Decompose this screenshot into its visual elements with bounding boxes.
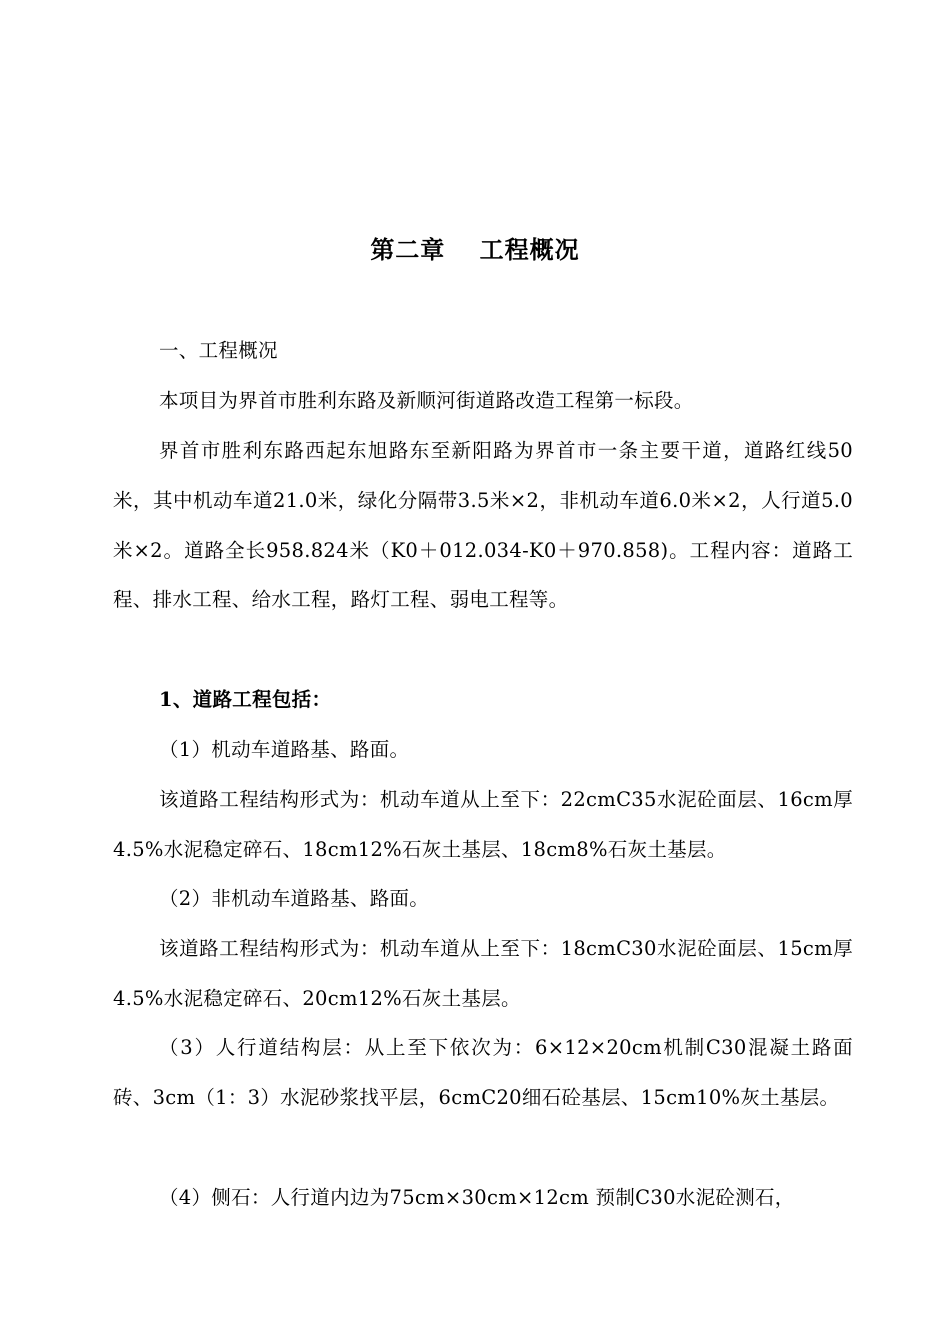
item2-title: （2）非机动车道路基、路面。 [159, 887, 430, 910]
description-paragraph: 界首市胜利东路西起东旭路东至新阳路为界首市一条主要干道，道路红线50米，其中机动车道21.0米，绿化分隔带3.5米×2，非机动车道6.0米×2，人行道5.0米×2。道路全长958.824米（K0＋012.034-K0＋970.858)。工程内容：道路工程、排水工程、给水工程，路灯工程、弱电工程等。 [113, 439, 853, 612]
item1-body: 该道路工程结构形式为：机动车道从上至下：22cmC35水泥砼面层、16cm厚4.5%水泥稳定碎石、18cm12%石灰土基层、18cm8%石灰土基层。 [113, 788, 853, 861]
item3-paragraph: （3）人行道结构层：从上至下依次为：6×12×20cm机制C30混凝土路面砖、3cm（1：3）水泥砂浆找平层，6cmC20细石砼基层、15cm10%灰土基层。 [113, 1036, 853, 1109]
section-heading: 一、工程概况 [159, 339, 278, 362]
item1-title: （1）机动车道路基、路面。 [159, 738, 410, 761]
item2-body: 该道路工程结构形式为：机动车道从上至下：18cmC30水泥砼面层、15cm厚4.5%水泥稳定碎石、20cm12%石灰土基层。 [113, 937, 853, 1010]
intro-paragraph: 本项目为界首市胜利东路及新顺河街道路改造工程第一标段。 [159, 389, 694, 412]
item4-paragraph: （4）侧石：人行道内边为75cm×30cm×12cm 预制C30水泥砼测石， [159, 1186, 795, 1209]
chapter-title: 第二章 工程概况 [370, 236, 580, 264]
road-heading: 1、道路工程包括： [159, 688, 332, 711]
